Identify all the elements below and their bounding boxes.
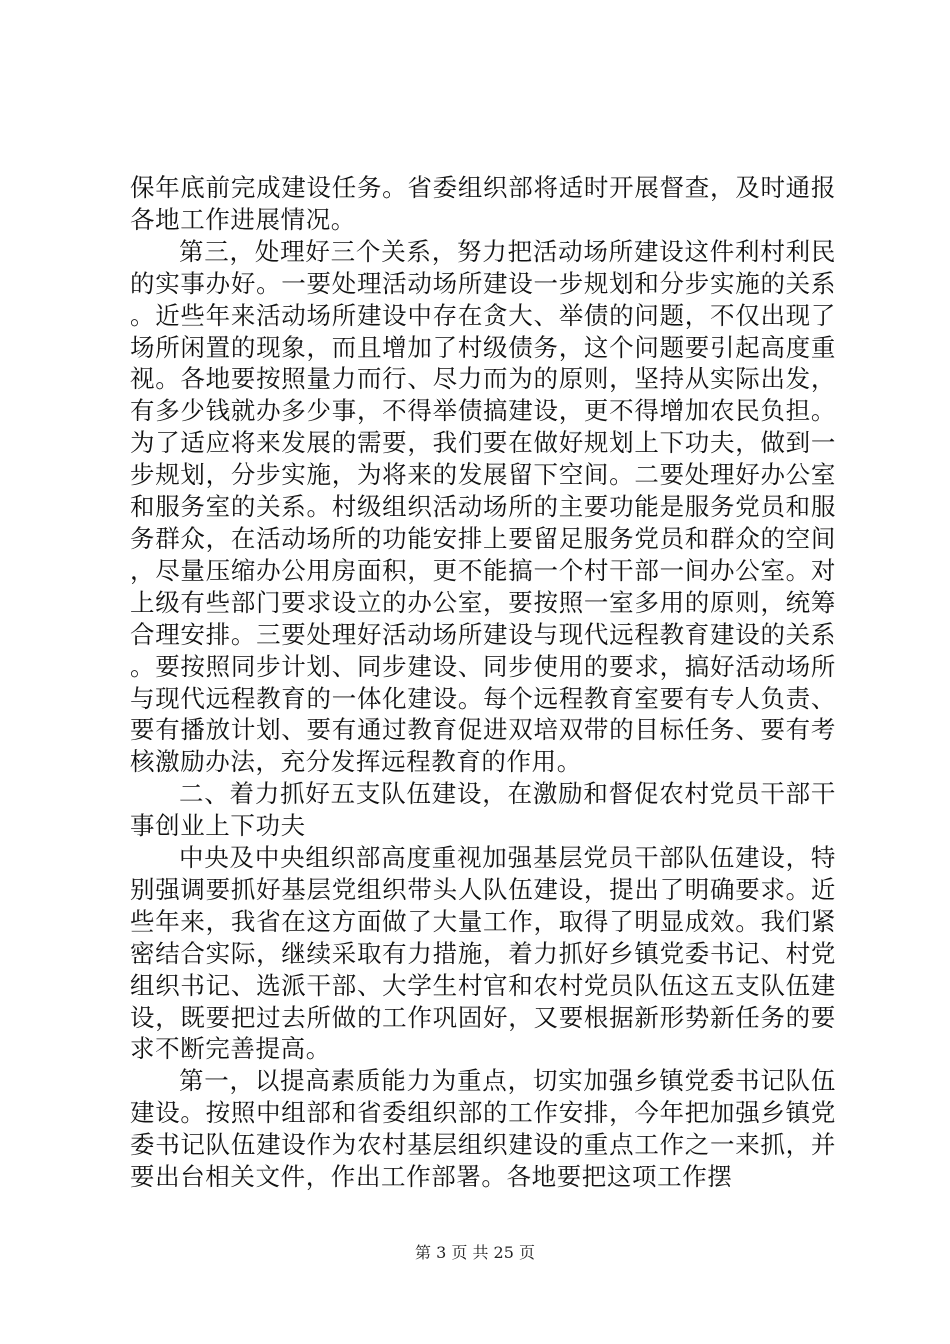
paragraph-1: 保年底前完成建设任务。省委组织部将适时开展督查，及时通报各地工作进展情况。: [130, 173, 836, 234]
paragraph-3: 中央及中央组织部高度重视加强基层党员干部队伍建设，特别强调要抓好基层党组织带头人队伍建设，提出了明确要求。近些年来，我省在这方面做了大量工作，取得了明显成效。我们紧密结合实际，继续采取有力措施，着力抓好乡镇党委书记、村党组织书记、选派干部、大学生村官和农村党员队伍这五支队伍建设，既要把过去所做的工作巩固好，又要根据新形势新任务的要求不断完善提高。: [130, 843, 836, 1064]
document-body: [130, 172, 836, 1193]
page-number-footer: 第 3 页 共 25 页: [415, 1243, 535, 1262]
paragraph-4: 第一，以提高素质能力为重点，切实加强乡镇党委书记队伍建设。按照中组部和省委组织部的工作安排，今年把加强乡镇党委书记队伍建设作为农村基层组织建设的重点工作之一来抓，并要出台相关文件，作出工作部署。各地要把这项工作摆: [130, 1066, 836, 1192]
section-heading: 二、着力抓好五支队伍建设，在激励和督促农村党员干部干事创业上下功夫: [130, 779, 836, 841]
paragraph-2: 第三，处理好三个关系，努力把活动场所建设这件利村利民的实事办好。一要处理活动场所建设一步规划和分步实施的关系。近些年来活动场所建设中存在贪大、举债的问题，不仅出现了场所闲置的现象，而且增加了村级债务，这个问题要引起高度重视。各地要按照量力而行、尽力而为的原则，坚持从实际出发，有多少钱就办多少事，不得举债搞建设，更不得增加农民负担。为了适应将来发展的需要，我们要在做好规划上下功夫，做到一步规划，分步实施，为将来的发展留下空间。二要处理好办公室和服务室的关系。村级组织活动场所的主要功能是服务党员和服务群众，在活动场所的功能安排上要留足服务党员和群众的空间，尽量压缩办公用房面积，更不能搞一个村干部一间办公室。对上级有些部门要求设立的办公室，要按照一室多用的原则，统筹合理安排。三要处理好活动场所建设与现代远程教育建设的关系。要按照同步计划、同步建设、同步使用的要求，搞好活动场所与现代远程教育的一体化建设。每个远程教育室要有专人负责、要有播放计划、要有通过教育促进双培双带的目标任务、要有考核激励办法，充分发挥远程教育的作用。: [130, 236, 836, 777]
